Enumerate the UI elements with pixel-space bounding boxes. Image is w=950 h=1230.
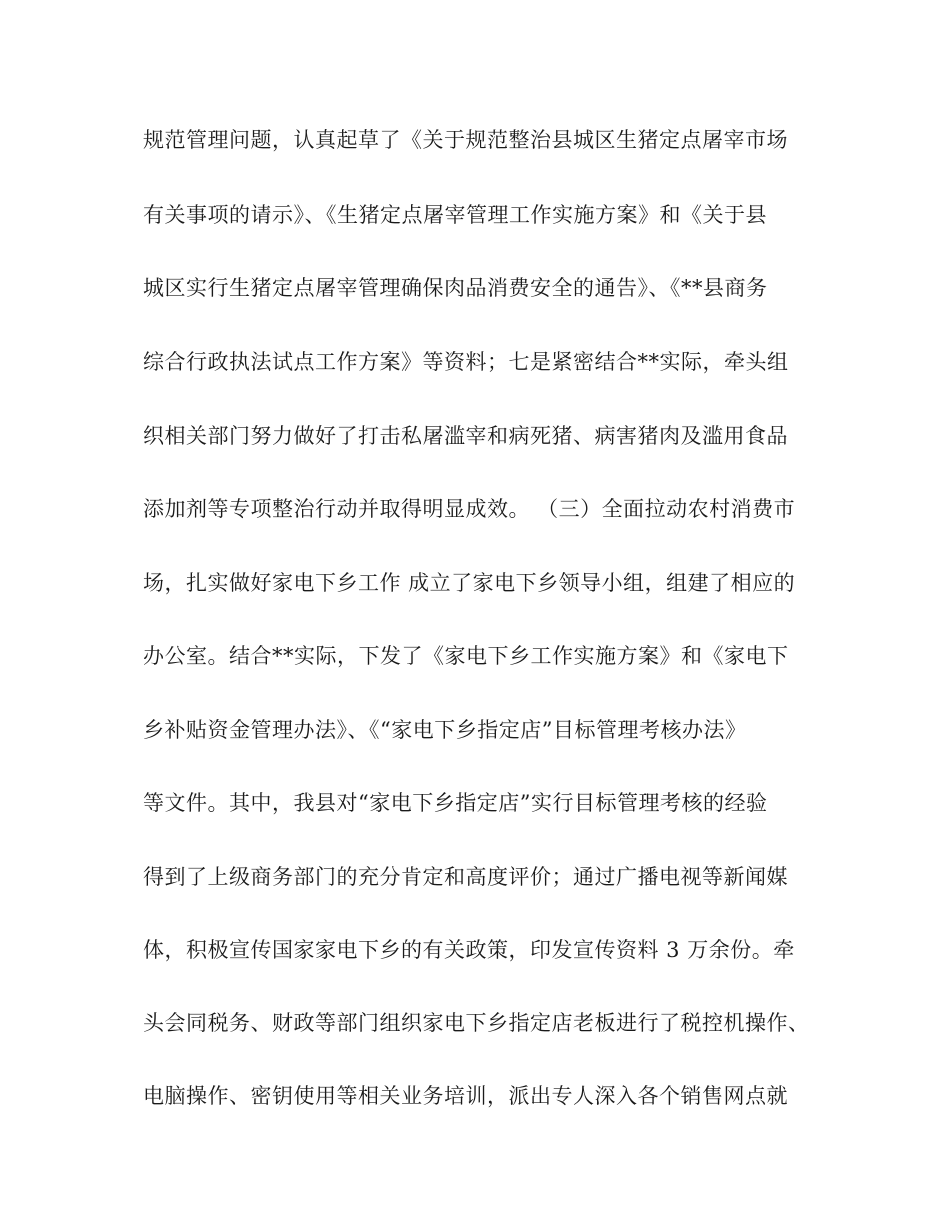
text-line: 有关事项的请示》、《生猪定点屠宰管理工作实施方案》和《关于县 bbox=[143, 203, 767, 227]
text-line: 办公室。结合**实际，下发了《家电下乡工作实施方案》和《家电下 bbox=[143, 644, 789, 668]
text-line: 规范管理问题，认真起草了《关于规范整治县城区生猪定点屠宰市场 bbox=[143, 128, 788, 152]
text-line: 综合行政执法试点工作方案》等资料；七是紧密结合**实际，牵头组 bbox=[143, 350, 789, 374]
text-line: 织相关部门努力做好了打击私屠滥宰和病死猪、病害猪肉及滥用食品 bbox=[143, 424, 788, 448]
text-line: 得到了上级商务部门的充分肯定和高度评价；通过广播电视等新闻媒 bbox=[143, 865, 788, 889]
text-line: 场，扎实做好家电下乡工作 成立了家电下乡领导小组，组建了相应的 bbox=[143, 571, 796, 595]
text-line: 乡补贴资金管理办法》、《“家电下乡指定店”目标管理考核办法》 bbox=[143, 718, 747, 742]
text-line: 等文件。其中，我县对“家电下乡指定店”实行目标管理考核的经验 bbox=[143, 791, 768, 815]
text-line: 头会同税务、财政等部门组织家电下乡指定店老板进行了税控机操作、 bbox=[143, 1011, 810, 1035]
text-line: 添加剂等专项整治行动并取得明显成效。 （三）全面拉动农村消费市 bbox=[143, 497, 796, 521]
text-line: 体，积极宣传国家家电下乡的有关政策，印发宣传资料 3 万余份。牵 bbox=[143, 938, 795, 962]
text-line: 电脑操作、密钥使用等相关业务培训，派出专人深入各个销售网点就 bbox=[143, 1084, 788, 1108]
text-line: 城区实行生猪定点屠宰管理确保肉品消费安全的通告》、《**县商务 bbox=[143, 276, 768, 300]
